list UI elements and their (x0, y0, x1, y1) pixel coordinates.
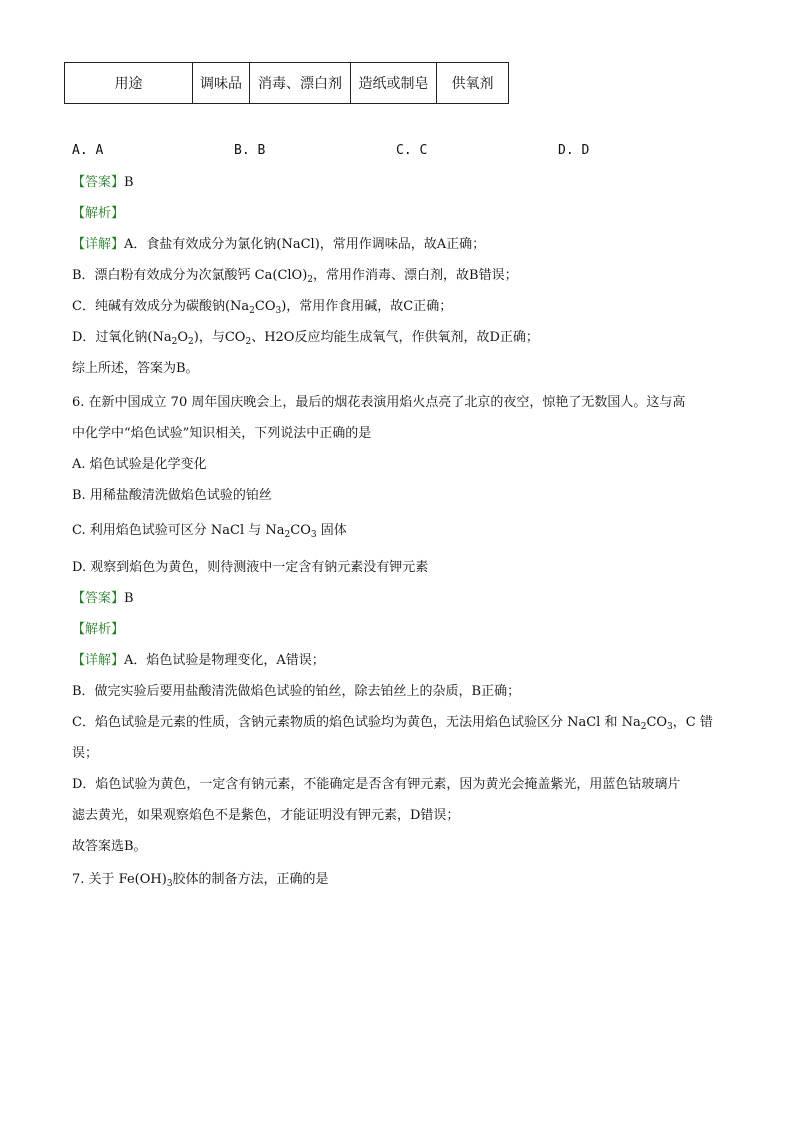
answer-line (72, 173, 134, 193)
answer-tag: 【答案】 (72, 591, 125, 606)
table-cell: 调味品 (193, 63, 250, 104)
detail-tag: 【详解】 (72, 653, 125, 668)
q6-explanation-a: 【详解】A．焰色试验是物理变化，A错误； (72, 653, 325, 668)
explanation-line-a: 【详解】A．食盐有效成分为氯化钠(NaCl)，常用作调味品，故A正确； (72, 237, 486, 252)
uses-table (64, 62, 509, 104)
table-cell: 供氧剂 (437, 63, 509, 104)
table-cell: 消毒、漂白剂 (250, 63, 351, 104)
answer-tag: 【答案】 (72, 175, 125, 190)
option-b: B. B (234, 143, 266, 158)
question-7-stem: 7. 关于 $Fe(OH)_3$胶体的制备方法，正确的是 (72, 872, 329, 889)
detail-tag: 【详解】 (72, 237, 125, 252)
q6-explanation-c: C．焰色试验是元素的性质，含钠元素物质的焰色试验均为黄色，无法用焰色试验区分 NaCl 和 $Na_2CO_3$，C 错 (72, 715, 713, 732)
q6-summary: 故答案选B。 (72, 839, 147, 854)
q6-option-d: D. 观察到焰色为黄色，则待测液中一定含有钠元素没有钾元素 (72, 560, 429, 575)
q6-option-c: C. 利用焰色试验可区分 NaCl 与 $Na_2CO_3$ 固体 (72, 523, 347, 540)
analysis-tag: 【解析】 (72, 206, 125, 221)
q6-analysis-tag: 【解析】 (72, 622, 125, 637)
explanation-line-b: B．漂白粉有效成分为次氯酸钙 $Ca(ClO)_2$，常用作消毒、漂白剂，故B错误； (72, 268, 518, 285)
question-6-stem-cont: 中化学中“焰色试验”知识相关，下列说法中正确的是 (72, 426, 372, 441)
q6-option-b: B. 用稀盐酸清洗做焰色试验的铂丝 (72, 488, 272, 503)
explanation-line-d: D．过氧化钠$(Na_2O_2)$，与$CO_2$、H2O反应均能生成氧气，作供氧剂，故D正确； (72, 330, 539, 347)
q6-explanation-d: D．焰色试验为黄色，一定含有钠元素，不能确定是否含有钾元素，因为黄光会掩盖紫光，用蓝色钴玻璃片 (72, 777, 681, 792)
answer-value: B (124, 175, 134, 190)
answer-value: B (124, 591, 134, 606)
summary-line: 综上所述，答案为B。 (72, 361, 199, 376)
question-6-stem: 6. 在新中国成立 70 周年国庆晚会上，最后的烟花表演用焰火点亮了北京的夜空，惊艳了无数国人。这与高 (72, 395, 686, 410)
q6-explanation-c-cont: 误； (72, 746, 99, 761)
option-c: C. C (396, 143, 428, 158)
option-a: A. A (72, 143, 104, 158)
option-d: D. D (558, 143, 590, 158)
q6-option-a: A. 焰色试验是化学变化 (72, 457, 207, 472)
table-cell: 造纸或制皂 (351, 63, 437, 104)
explanation-line-c: C．纯碱有效成分为碳酸钠$(Na_2CO_3)$，常用作食用碱，故C正确； (72, 299, 453, 316)
q6-answer-line (72, 589, 134, 609)
q6-explanation-b: B．做完实验后要用盐酸清洗做焰色试验的铂丝，除去铂丝上的杂质，B正确； (72, 684, 521, 699)
q6-explanation-d-cont: 滤去黄光，如果观察焰色不是紫色，才能证明没有钾元素，D错误； (72, 808, 460, 823)
table-cell-header: 用途 (65, 63, 193, 104)
table-row (65, 63, 509, 104)
